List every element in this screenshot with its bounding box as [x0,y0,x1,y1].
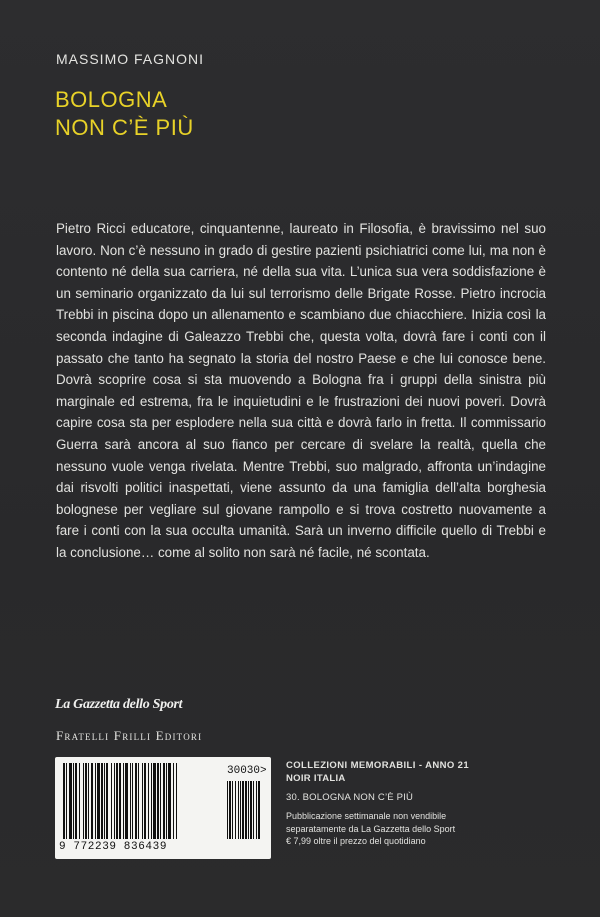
barcode-bar [66,763,67,839]
barcode-bar [83,763,84,839]
barcode-addon-bar [242,781,244,839]
barcode-bar [123,763,124,839]
barcode-addon-bar [256,781,257,839]
barcode-bar [151,763,152,839]
barcode-addon-bar [238,781,239,839]
barcode-bar [163,763,165,839]
book-title [55,86,194,142]
barcode-bar [132,763,133,839]
sale-note-line: € 7,99 oltre il prezzo del quotidiano [286,836,426,846]
sale-note-line: separatamente da La Gazzetta dello Sport [286,823,456,834]
barcode-bar [160,763,161,839]
sale-note-line: Pubblicazione settimanale non vendibile [286,811,447,821]
barcode-bar [116,763,118,839]
barcode-bar [144,763,146,839]
barcode-addon-bar [250,781,252,839]
barcode-bar [138,763,139,839]
barcode-bar [135,763,137,839]
sale-note [286,810,536,848]
barcode-bar [88,763,89,839]
barcode-addon-bar [253,781,254,839]
barcode-addon-bar [245,781,247,839]
barcode-bar [148,763,149,839]
barcode-bar [63,763,65,839]
barcode-addon-number: 30030> [227,765,267,777]
collection-subseries: NOIR ITALIA [286,773,346,784]
barcode-addon-bar [235,781,236,839]
barcode-bar [130,763,131,839]
barcode-bar [75,763,77,839]
barcode-bar [97,763,100,839]
barcode-addon-bar [229,781,231,839]
barcode-addon-bar [248,781,249,839]
barcode-bar [95,763,96,839]
collection-series: COLLEZIONI MEMORABILI - ANNO 21 [286,760,470,771]
barcode-bar [101,763,103,839]
collection-info [286,759,536,848]
barcode-bar [79,763,80,839]
publisher-name: Fratelli Frilli Editori [56,728,203,743]
gazzetta-logo: La Gazzetta dello Sport [55,697,183,712]
barcode-bar [153,763,156,839]
barcode [55,757,271,859]
barcode-bar [142,763,143,839]
barcode-bar [91,763,93,839]
book-title-line-2: NON C’È PIÙ [55,115,194,140]
blurb-text: Pietro Ricci educatore, cinquantenne, laureato in Filosofia, è bravissimo nel suo lavoro. Non c’è nessuno in grado di gestire pazienti psichiatrici come lui, ma non è contento né della sua carriera, né della sua vita. L’unica sua vera soddisfazione è un seminario organizzato da lui sul terrorismo delle Brigate Rosse. Pietro incrocia Trebbi in piscina dopo un allenamento e scambiano due chiacchiere. Inizia così la seconda indagine di Galeazzo Trebbi che, questa volta, dovrà fare i conti con il passato che tanto ha segnato la storia del nostro Paese e che lui conosce bene. Dovrà scoprire cosa si sta muovendo a Bologna fra i gruppi della sinistra più marginale ed estrema, fra le inquietudini e le frustrazioni dei nuovi poveri. Dovrà capire cosa sta per esplodere nella sua città e dovrà farlo in fretta. Il commissario Guerra sarà ancora al suo fianco per cercare di svelare la realtà, quella che nessuno vuole venga rivelata. Mentre Trebbi, suo malgrado, affronta un’indagine dai risvolti politici inaspettati, viene assunto da una famiglia dell’alta borghesia bolognese per vegliare sul giovane rampollo e si trova costretto nuovamente a fare i conti con la sua occulta umanità. Sarà un inverno difficile quello di Trebbi e la conclusione… come al solito non sarà né facile, né scontata. [56,221,546,560]
collection-item: 30. BOLOGNA NON C’È PIÙ [286,792,414,803]
barcode-bar [168,763,171,839]
barcode-addon-bar [227,781,228,839]
barcode-addon-bar [258,781,260,839]
barcode-bar [173,763,174,839]
book-title-line-1: BOLOGNA [55,87,168,112]
barcode-bar [73,763,74,839]
barcode-bar [106,763,108,839]
barcode-bar [166,763,167,839]
barcode-bar [85,763,87,839]
barcode-bar [69,763,72,839]
barcode-bar [125,763,128,839]
barcode-addon-bar [240,781,241,839]
barcode-bar [114,763,115,839]
barcode-bar [104,763,105,839]
author-name: MASSIMO FAGNONI [56,51,205,67]
barcode-bar [119,763,121,839]
barcode-bar [111,763,112,839]
barcode-bar [176,763,177,839]
barcode-bar [157,763,159,839]
barcode-addon-bar [232,781,233,839]
barcode-ean-number: 9 772239 836439 [59,841,168,853]
